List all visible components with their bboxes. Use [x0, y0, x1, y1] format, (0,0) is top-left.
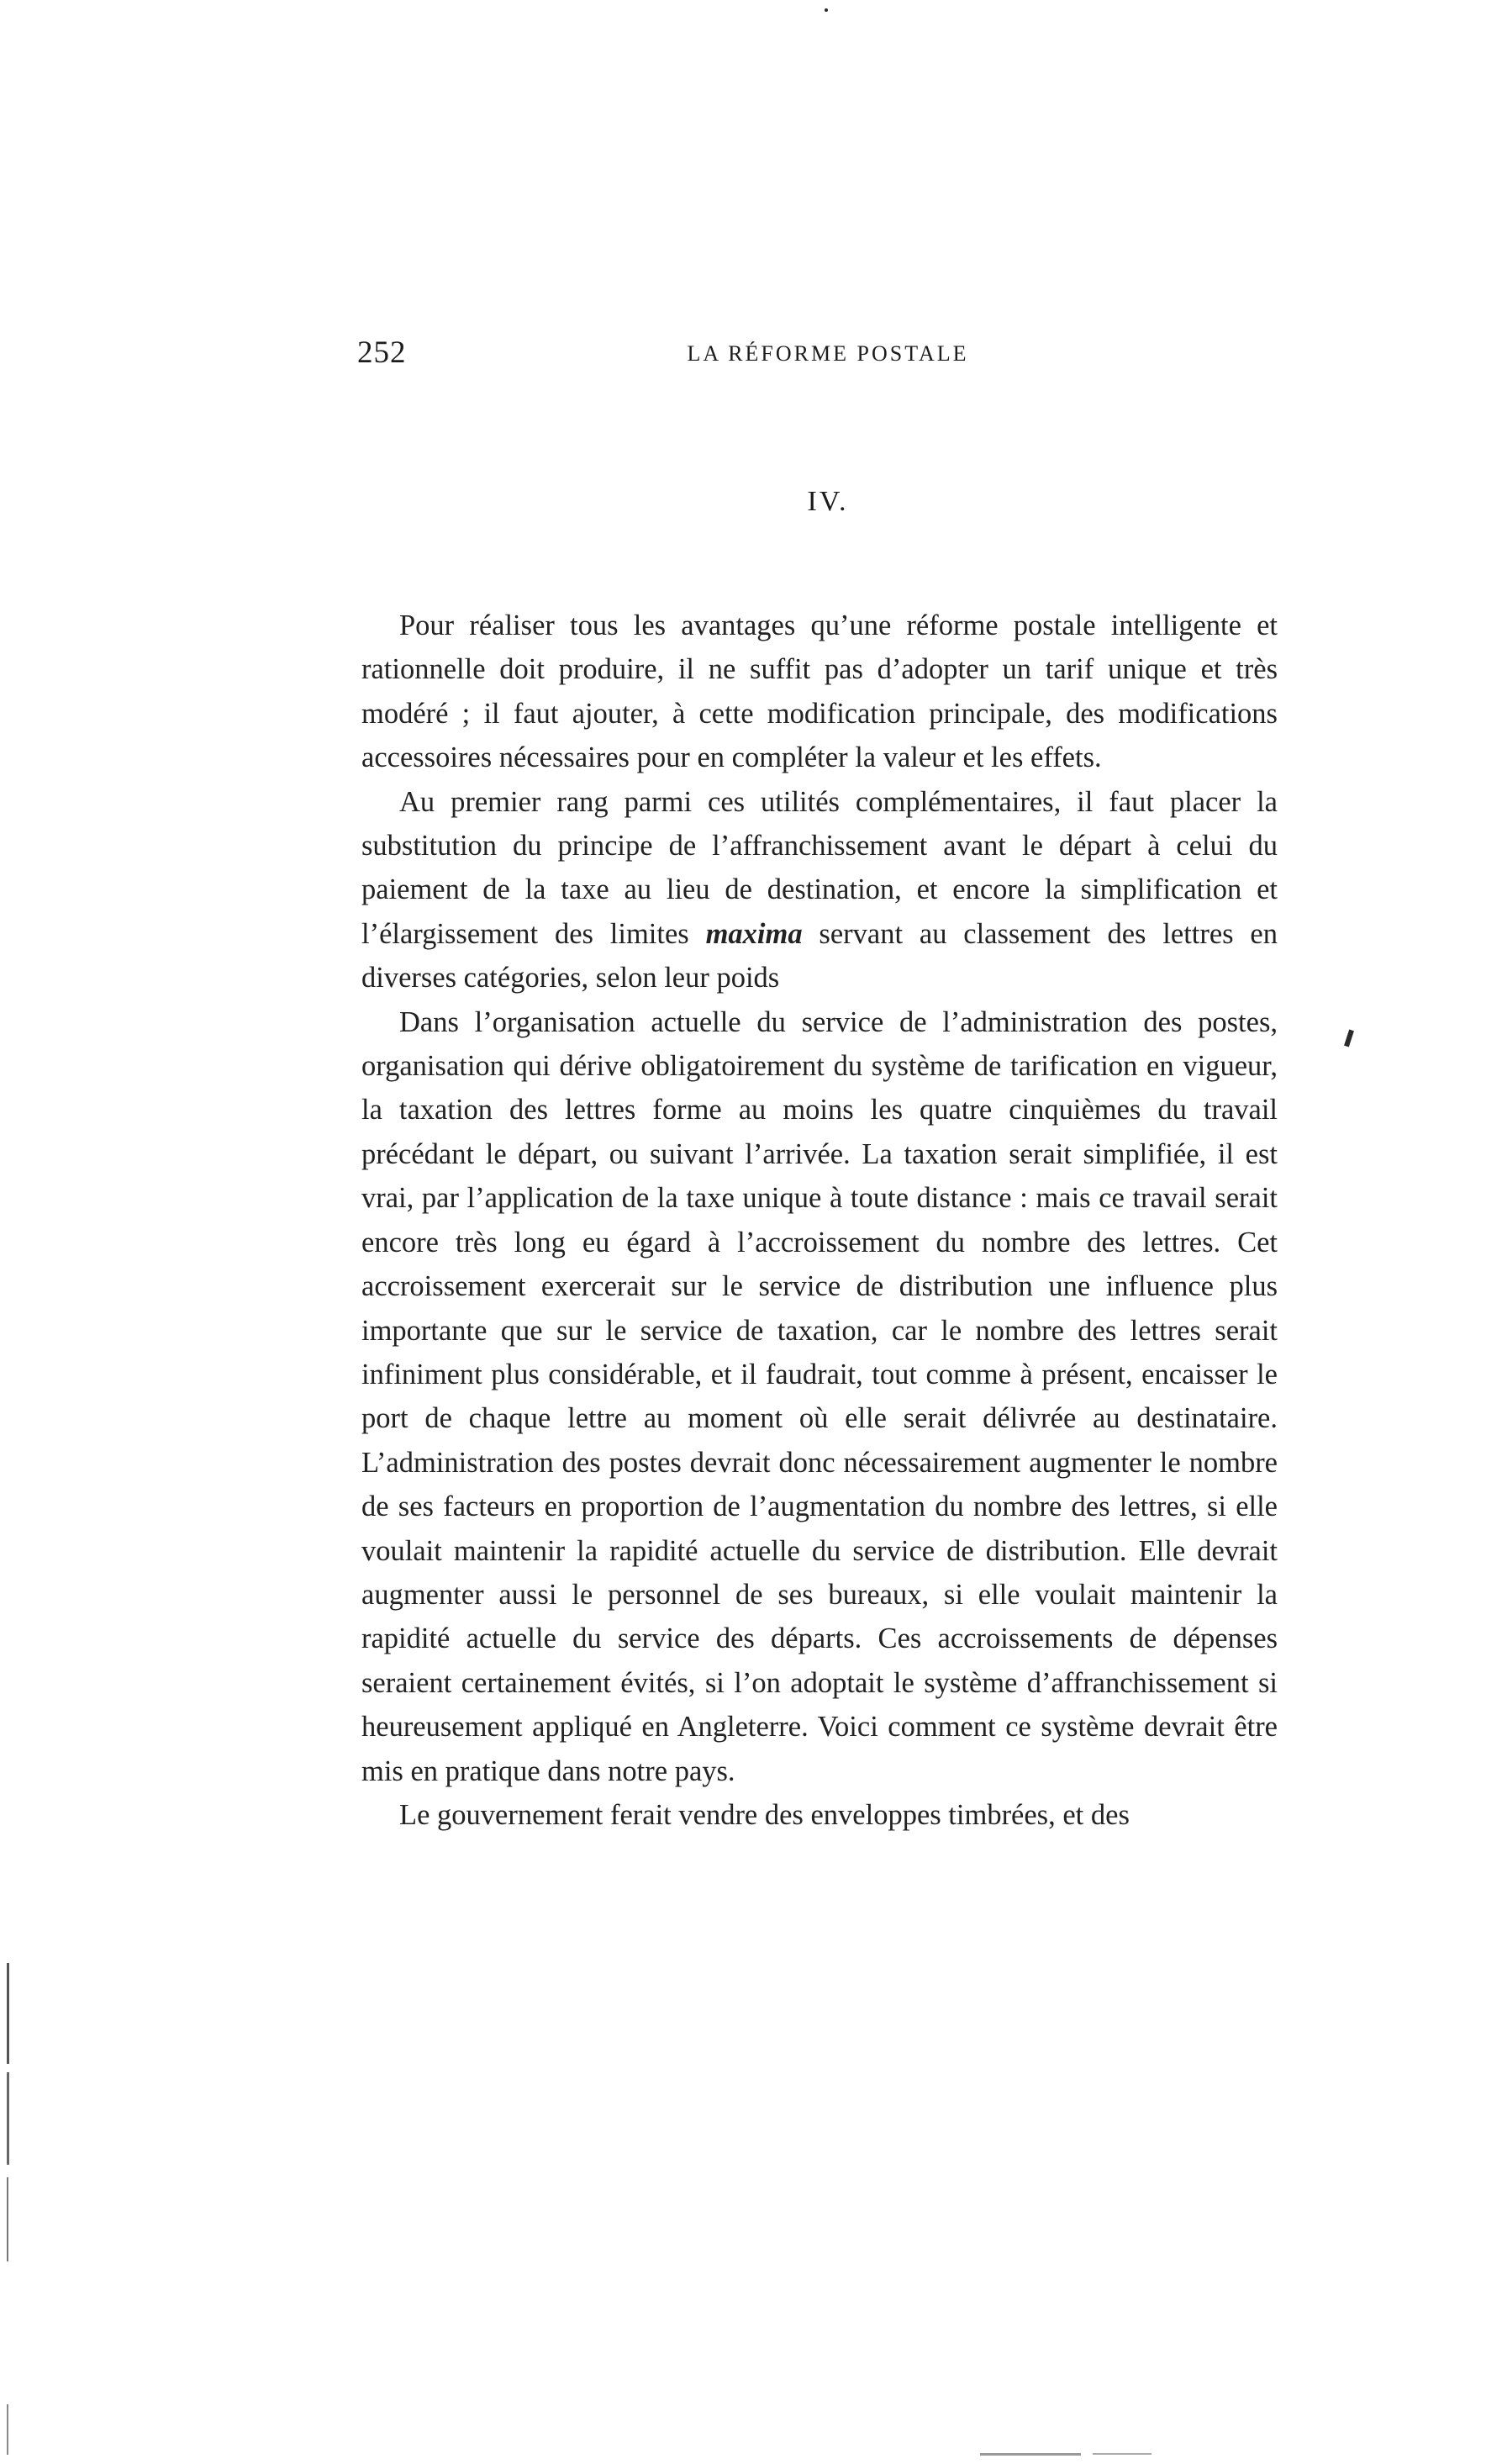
margin-rule: [7, 1963, 9, 2064]
body-text: [361, 604, 1278, 1837]
paragraph-2-text-b: servant au classement des lettres en diverses catégories, selon leur poids: [361, 917, 1278, 995]
paragraph-2-text-a: Au premier rang parmi ces utilités complémentaires, il faut placer la substitution du principe de l’affranchissement avant le départ à celui du paiement de la taxe au lieu de destination, et encore la simplification et l’élargissement des limites: [361, 785, 1278, 950]
margin-rule: [7, 2072, 9, 2165]
bottom-rule: [1093, 2453, 1152, 2455]
paragraph-3: Dans l’organisation actuelle du service de l’administration des postes, organisation qui dérive obligatoirement du système de tarification en vigueur, la taxation des lettres forme au moins les quatre cinquièmes du travail précédant le départ, ou suivant l’arrivée. La taxation serait simplifiée, il est vrai, par l’application de la taxe unique à toute distance : mais ce travail serait encore très long eu égard à l’accroissement du nombre des lettres. Cet accroissement exercerait sur le service de distribution une influence plus importante que sur le service de taxation, car le nombre des lettres serait infiniment plus considérable, et il faudrait, tout comme à présent, encaisser le port de chaque lettre au moment où elle serait délivrée au destinataire. L’administration des postes devrait donc nécessairement augmenter le nombre de ses facteurs en proportion de l’augmentation du nombre des lettres, si elle voulait maintenir la rapidité actuelle du service de distribution. Elle devrait augmenter aussi le personnel de ses bureaux, si elle voulait maintenir la rapidité actuelle du service des départs. Ces accroissements de dépenses seraient certainement évités, si l’on adoptait le système d’affranchissement si heureusement appliqué en Angleterre. Voici comment ce système devrait être mis en pratique dans notre pays.: [361, 1005, 1278, 1787]
scan-speck: [825, 8, 828, 12]
paragraph-2: [361, 780, 1278, 1000]
section-heading: IV.: [807, 486, 849, 517]
bottom-rule: [980, 2453, 1081, 2456]
emphasis-maxima: maxima: [705, 917, 803, 950]
running-header: [357, 335, 1299, 377]
margin-rule: [7, 2404, 8, 2455]
paragraph-4: Le gouvernement ferait vendre des enveloppes timbrées, et des: [399, 1798, 1130, 1831]
page-number: 252: [357, 335, 407, 370]
paragraph-1: Pour réaliser tous les avantages qu’une réforme postale intelligente et rationnelle doit produire, il ne suffit pas d’adopter un tarif unique et très modéré ; il faut ajouter, à cette modification principale, des modifications accessoires nécessaires pour en compléter la valeur et les effets.: [361, 609, 1278, 774]
margin-rule: [7, 2177, 8, 2261]
ink-mark: [1344, 1030, 1354, 1047]
running-title: LA RÉFORME POSTALE: [687, 341, 969, 366]
